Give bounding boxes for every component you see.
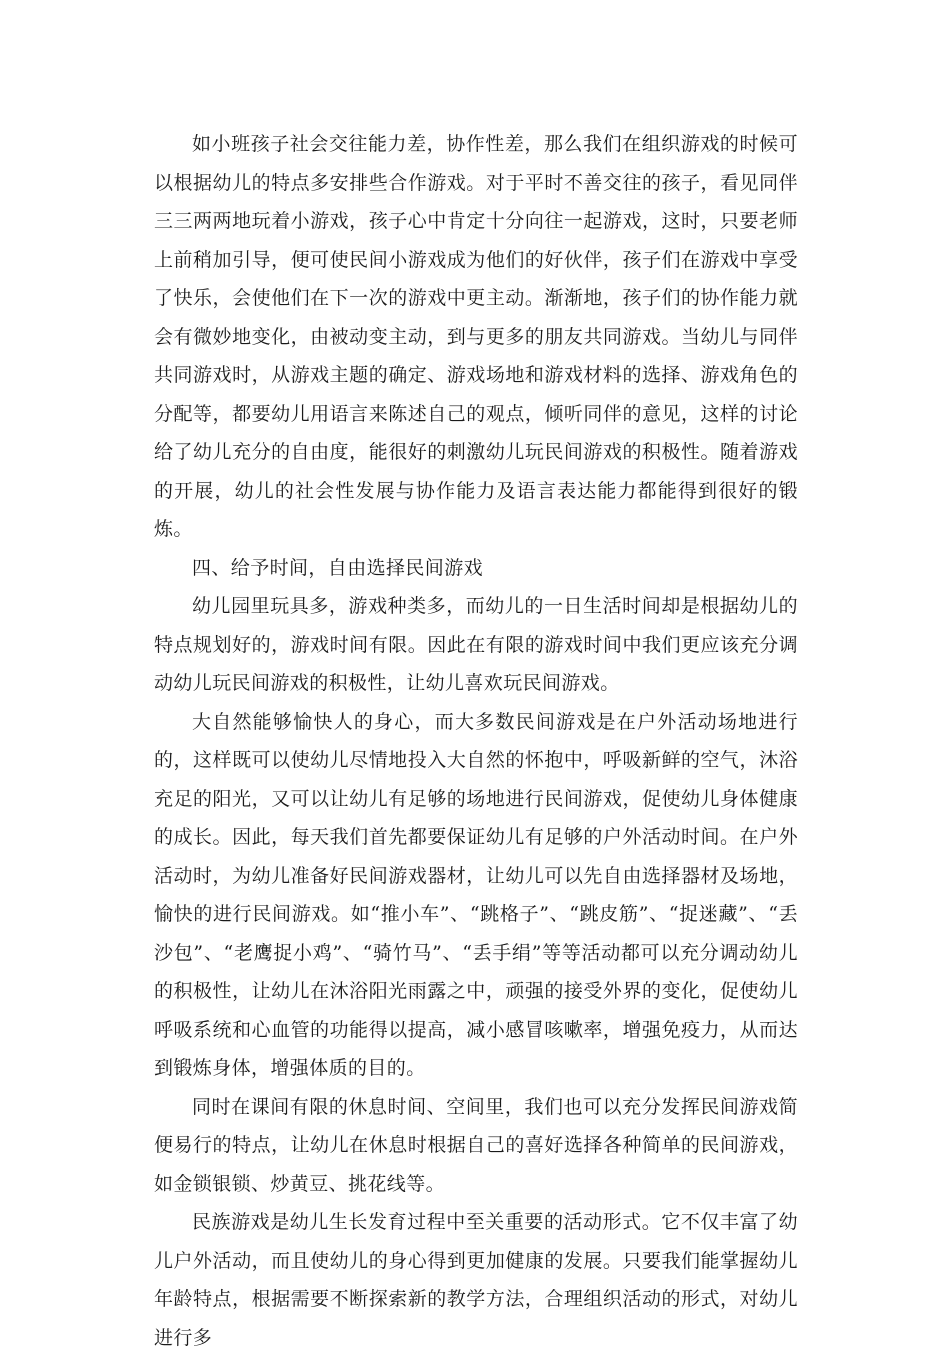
paragraph-outdoor-activities: 大自然能够愉快人的身心，而大多数民间游戏是在户外活动场地进行的，这样既可以使幼儿尽情地投入大自然的怀抱中，呼吸新鲜的空气，沐浴充足的阳光，又可以让幼儿有足够的场地进行民间游戏，促使幼儿身体健康的成长。因此，每天我们首先都要保证幼儿有足够的户外活动时间。在户外活动时，为幼儿准备好民间游戏器材，让幼儿可以先自由选择器材及场地，愉快的进行民间游戏。如“推小车”、“跳格子”、“跳皮筋”、“捉迷藏”、“丢沙包”、“老鹰捉小鸡”、“骑竹马”、“丢手绢”等等活动都可以充分调动幼儿的积极性，让幼儿在沐浴阳光雨露之中，顽强的接受外界的变化，促使幼儿呼吸系统和心血管的功能得以提高，减小感冒咳嗽率，增强免疫力，从而达到锻炼身体，增强体质的目的。: [154, 710, 798, 1079]
paragraph-limited-time: 幼儿园里玩具多，游戏种类多，而幼儿的一日生活时间却是根据幼儿的特点规划好的，游戏时间有限。因此在有限的游戏时间中我们更应该充分调动幼儿玩民间游戏的积极性，让幼儿喜欢玩民间游戏。: [154, 595, 798, 694]
section-heading-four: 四、给予时间，自由选择民间游戏: [192, 556, 484, 579]
document-body: [154, 125, 798, 1357]
paragraph-break-time: 同时在课间有限的休息时间、空间里，我们也可以充分发挥民间游戏简便易行的特点，让幼儿在休息时根据自己的喜好选择各种简单的民间游戏，如金锁银锁、炒黄豆、挑花线等。: [154, 1095, 798, 1195]
paragraph-conclusion: 民族游戏是幼儿生长发育过程中至关重要的活动形式。它不仅丰富了幼儿户外活动，而且使幼儿的身心得到更加健康的发展。只要我们能掌握幼儿年龄特点，根据需要不断探索新的教学方法，合理组织活动的形式，对幼儿进行多: [154, 1211, 798, 1349]
paragraph-cooperation-games: 如小班孩子社会交往能力差，协作性差，那么我们在组织游戏的时候可以根据幼儿的特点多安排些合作游戏。对于平时不善交往的孩子，看见同伴三三两两地玩着小游戏，孩子心中肯定十分向往一起游戏，这时，只要老师上前稍加引导，便可使民间小游戏成为他们的好伙伴，孩子们在游戏中享受了快乐，会使他们在下一次的游戏中更主动。渐渐地，孩子们的协作能力就会有微妙地变化，由被动变主动，到与更多的朋友共同游戏。当幼儿与同伴共同游戏时，从游戏主题的确定、游戏场地和游戏材料的选择、游戏角色的分配等，都要幼儿用语言来陈述自己的观点，倾听同伴的意见，这样的讨论给了幼儿充分的自由度，能很好的刺激幼儿玩民间游戏的积极性。随着游戏的开展，幼儿的社会性发展与协作能力及语言表达能力都能得到很好的锻炼。: [154, 133, 798, 540]
